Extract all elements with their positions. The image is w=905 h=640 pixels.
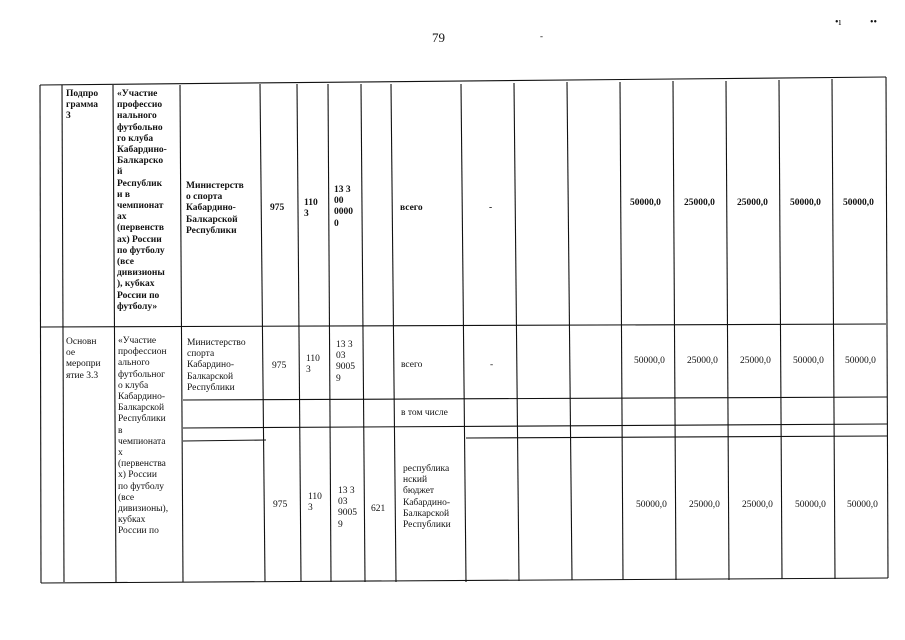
budget-rzpr: 110 3 — [308, 492, 322, 514]
event-value-1: 50000,0 — [634, 356, 665, 366]
page-number: 79 — [432, 30, 445, 45]
subprogram-value-3: 25000,0 — [737, 198, 768, 208]
subprogram-name: «Участие профессио нального футбольно го клуба Кабардино- Балкарско й Республик и в чемпионат ах (первенств ах) России по футболу (все дивизионы ), кубках России по футболу» — [117, 89, 167, 312]
event-label: Основн ое меропри ятие 3.3 — [66, 337, 101, 381]
event-csr: 13 3 03 9005 9 — [336, 340, 355, 384]
budget-value-4: 50000,0 — [795, 500, 826, 510]
event-value-2: 25000,0 — [687, 356, 718, 366]
scan-mark-right: •• — [870, 17, 878, 28]
subprogram-source: всего — [400, 203, 423, 213]
budget-csr: 13 3 03 9005 9 — [338, 486, 357, 530]
event-value-4: 50000,0 — [793, 356, 824, 366]
subprogram-value-1: 50000,0 — [630, 198, 661, 208]
event-source: всего — [401, 360, 423, 370]
subprogram-value-5: 50000,0 — [843, 198, 874, 208]
subprogram-rzpr: 110 3 — [304, 198, 318, 220]
subprogram-csr: 13 3 00 0000 0 — [334, 185, 353, 229]
budget-value-2: 25000,0 — [689, 500, 720, 510]
subprogram-grbs: 975 — [270, 203, 285, 213]
including-label: в том числе — [401, 408, 448, 418]
event-grbs: 975 — [272, 361, 287, 371]
budget-source: республика нский бюджет Кабардино- Балкарской Республики — [403, 464, 451, 531]
subprogram-value-4: 50000,0 — [790, 198, 821, 208]
subprogram-value-2: 25000,0 — [684, 198, 715, 208]
budget-value-5: 50000,0 — [847, 500, 878, 510]
scan-mark-left: •ı — [835, 17, 842, 28]
budget-value-3: 25000,0 — [742, 500, 773, 510]
budget-grbs: 975 — [273, 500, 288, 510]
event-executor: Министерство спорта Кабардино- Балкарской Республики — [187, 338, 246, 393]
budget-value-1: 50000,0 — [636, 500, 667, 510]
event-name: «Участие профессион ального футбольног о клуба Кабардино- Балкарской Республики в чемпионата х (первенства х) России по футболу (все дивизионы), кубках России по — [118, 336, 169, 537]
event-dash: - — [490, 360, 494, 370]
budget-vr: 621 — [371, 504, 386, 514]
subprogram-executor: Министерств о спорта Кабардино- Балкарской Республики — [186, 181, 244, 236]
event-value-3: 25000,0 — [740, 356, 771, 366]
event-rzpr: 110 3 — [306, 354, 320, 376]
subprogram-label: Подпро грамма 3 — [66, 89, 99, 122]
header-dash: - — [540, 31, 543, 41]
event-value-5: 50000,0 — [845, 356, 876, 366]
subprogram-dash: - — [489, 203, 493, 213]
